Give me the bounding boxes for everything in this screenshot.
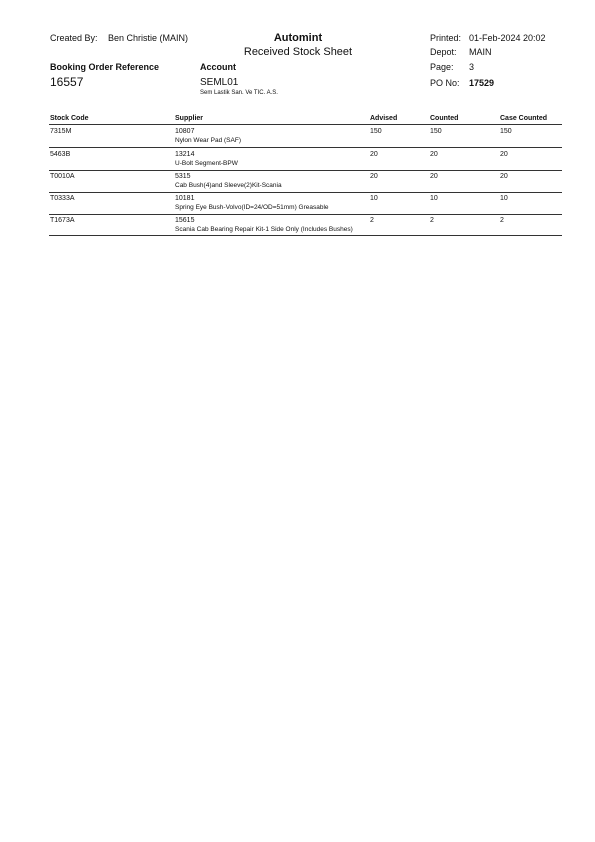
row-divider — [49, 192, 562, 193]
account-label: Account — [200, 62, 236, 72]
advised-qty: 2 — [370, 217, 374, 224]
advised-qty: 10 — [370, 195, 378, 202]
col-header-counted: Counted — [430, 115, 459, 122]
account-name: Sem Lastik San. Ve TIC. A.S. — [200, 90, 278, 96]
supplier-code: 13214 — [175, 151, 195, 158]
case-counted-qty: 20 — [500, 173, 508, 180]
supplier-code: 15615 — [175, 217, 195, 224]
advised-qty: 20 — [370, 151, 378, 158]
col-header-case-counted: Case Counted — [500, 115, 548, 122]
supplier-code: 5315 — [175, 173, 191, 180]
stock-code: 5463B — [50, 151, 71, 158]
item-description: Nylon Wear Pad (SAF) — [175, 137, 241, 144]
supplier-code: 10181 — [175, 195, 195, 202]
supplier-code: 10807 — [175, 128, 195, 135]
item-description: Spring Eye Bush-Volvo(ID=24/OD=51mm) Greasable — [175, 204, 329, 211]
advised-qty: 150 — [370, 128, 382, 135]
created-by-value: Ben Christie (MAIN) — [108, 33, 189, 43]
counted-qty: 150 — [430, 128, 442, 135]
case-counted-qty: 150 — [500, 128, 512, 135]
item-description: Cab Bush(4)and Sleeve(2)Kit-Scania — [175, 182, 282, 189]
counted-qty: 20 — [430, 151, 438, 158]
row-divider — [49, 235, 562, 236]
row-divider — [49, 214, 562, 215]
account-code: SEML01 — [200, 77, 239, 88]
po-label: PO No: — [430, 78, 460, 88]
advised-qty: 20 — [370, 173, 378, 180]
booking-order-value: 16557 — [50, 75, 84, 89]
stock-code: 7315M — [50, 128, 72, 135]
header-divider — [49, 124, 562, 125]
page-value: 3 — [469, 62, 475, 72]
stock-code: T0010A — [50, 173, 75, 180]
printed-value: 01-Feb-2024 20:02 — [469, 33, 546, 43]
created-by-label: Created By: — [50, 33, 98, 43]
case-counted-qty: 20 — [500, 151, 508, 158]
stock-code: T0333A — [50, 195, 75, 202]
booking-order-label: Booking Order Reference — [50, 62, 160, 72]
counted-qty: 2 — [430, 217, 434, 224]
case-counted-qty: 2 — [500, 217, 504, 224]
case-counted-qty: 10 — [500, 195, 508, 202]
stock-code: T1673A — [50, 217, 75, 224]
row-divider — [49, 170, 562, 171]
po-value: 17529 — [469, 78, 495, 88]
depot-value: MAIN — [469, 47, 492, 57]
page-label: Page: — [430, 62, 454, 72]
item-description: Scania Cab Bearing Repair Kit-1 Side Only (Includes Bushes) — [175, 226, 353, 233]
col-header-stock-code: Stock Code — [50, 115, 89, 122]
company-name: Automint — [273, 32, 323, 44]
counted-qty: 20 — [430, 173, 438, 180]
counted-qty: 10 — [430, 195, 438, 202]
col-header-supplier: Supplier — [175, 115, 204, 122]
col-header-advised: Advised — [370, 115, 398, 122]
item-description: U-Bolt Segment-BPW — [175, 160, 238, 167]
printed-label: Printed: — [430, 33, 462, 43]
sheet-title: Received Stock Sheet — [243, 46, 353, 58]
row-divider — [49, 147, 562, 148]
depot-label: Depot: — [430, 47, 457, 57]
